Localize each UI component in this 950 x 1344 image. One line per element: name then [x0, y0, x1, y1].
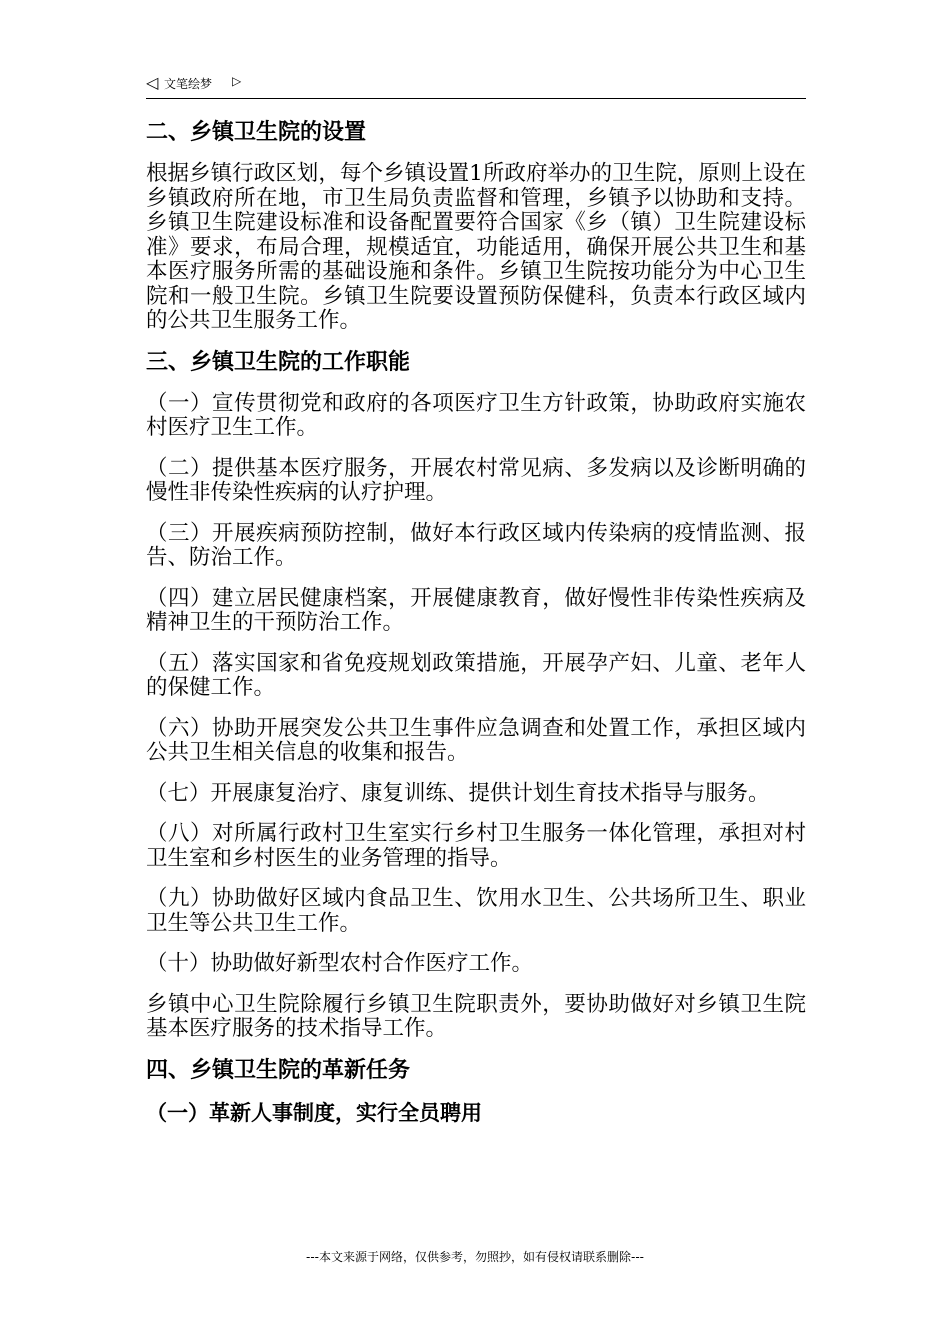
page-header [146, 72, 806, 99]
header-title: 文笔绘梦 [164, 77, 213, 91]
paragraph: （三）开展疾病预防控制，做好本行政区域内传染病的疫情监测、报告、防治工作。 [146, 520, 806, 570]
paragraph: （六）协助开展突发公共卫生事件应急调查和处置工作，承担区域内公共卫生相关信息的收集和报告。 [146, 715, 806, 765]
paragraph: （九）协助做好区域内食品卫生、饮用水卫生、公共场所卫生、职业卫生等公共卫生工作。 [146, 886, 806, 936]
sub-heading: （一）革新人事制度，实行全员聘用 [146, 1100, 482, 1125]
paragraph: 根据乡镇行政区划，每个乡镇设置1所政府举办的卫生院，原则上设在乡镇政府所在地，市卫生局负责监督和管理，乡镇予以协助和支持。乡镇卫生院建设标准和设备配置要符合国家《乡（镇）卫生院建设标准》要求，布局合理，规模适宜，功能适用，确保开展公共卫生和基本医疗服务所需的基础设施和条件。乡镇卫生院按功能分为中心卫生院和一般卫生院。乡镇卫生院要设置预防保健科，负责本行政区域内的公共卫生服务工作。 [146, 161, 806, 333]
document-body [146, 120, 806, 1126]
triangle-right-icon: ▷ [232, 74, 242, 88]
section-heading: 四、乡镇卫生院的革新任务 [146, 1057, 411, 1083]
paragraph: （五）落实国家和省免疫规划政策措施，开展孕产妇、儿童、老年人的保健工作。 [146, 650, 806, 700]
paragraph: （十）协助做好新型农村合作医疗工作。 [146, 951, 534, 976]
paragraph: （二）提供基本医疗服务，开展农村常见病、多发病以及诊断明确的慢性非传染性疾病的认疗护理。 [146, 455, 806, 505]
footer-notice: ---本文来源于网络，仅供参考，勿照抄，如有侵权请联系删除--- [306, 1250, 644, 1264]
paragraph: （八）对所属行政村卫生室实行乡村卫生服务一体化管理，承担对村卫生室和乡村医生的业务管理的指导。 [146, 821, 806, 871]
paragraph: 乡镇中心卫生院除履行乡镇卫生院职责外，要协助做好对乡镇卫生院基本医疗服务的技术指导工作。 [146, 991, 806, 1041]
paragraph: （四）建立居民健康档案，开展健康教育，做好慢性非传染性疾病及精神卫生的干预防治工作。 [146, 585, 806, 635]
paragraph: （七）开展康复治疗、康复训练、提供计划生育技术指导与服务。 [146, 780, 770, 806]
section-heading: 二、乡镇卫生院的设置 [146, 120, 367, 145]
paragraph: （一）宣传贯彻党和政府的各项医疗卫生方针政策，协助政府实施农村医疗卫生工作。 [146, 390, 806, 440]
triangle-left-icon: ◁ [146, 73, 159, 92]
section-heading: 三、乡镇卫生院的工作职能 [146, 349, 411, 375]
